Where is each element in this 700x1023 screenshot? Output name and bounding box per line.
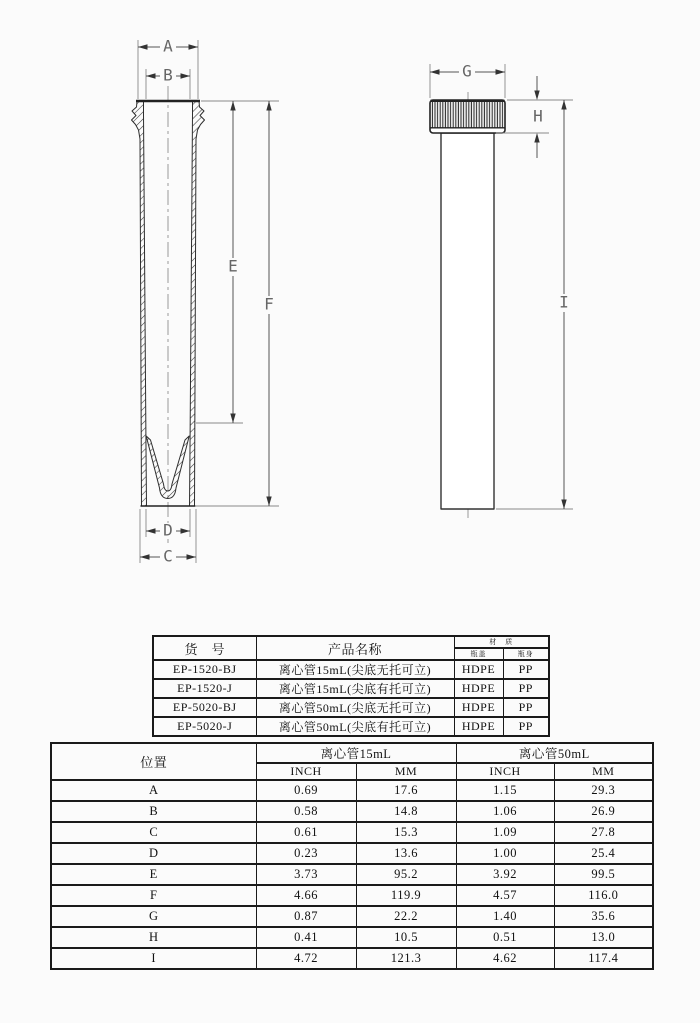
col-header-code: 货 号 — [153, 636, 256, 660]
value-inch-50: 1.40 — [456, 906, 554, 927]
value-inch-15: 0.41 — [256, 927, 356, 948]
tube-capped-view — [430, 92, 505, 518]
value-mm-15: 10.5 — [356, 927, 456, 948]
table-row — [51, 885, 653, 906]
value-inch-15: 0.69 — [256, 780, 356, 801]
value-inch-15: 4.66 — [256, 885, 356, 906]
cap-material: HDPE — [454, 679, 503, 698]
table-row — [153, 679, 549, 698]
product-name: 离心管15mL(尖底有托可立) — [256, 679, 454, 698]
group-header-50ml: 离心管50mL — [456, 743, 653, 763]
position-label: A — [51, 780, 256, 801]
product-name: 离心管50mL(尖底有托可立) — [256, 717, 454, 736]
value-mm-15: 14.8 — [356, 801, 456, 822]
table-row — [51, 780, 653, 801]
value-inch-15: 4.72 — [256, 948, 356, 969]
dim-label-d: D — [163, 520, 173, 540]
dimension-table — [50, 742, 654, 970]
value-mm-50: 13.0 — [554, 927, 653, 948]
col-header-position: 位置 — [51, 743, 256, 780]
position-label: E — [51, 864, 256, 885]
body-material: PP — [503, 717, 549, 736]
table-row — [153, 717, 549, 736]
position-label: I — [51, 948, 256, 969]
cap-material: HDPE — [454, 698, 503, 717]
position-label: G — [51, 906, 256, 927]
value-mm-15: 22.2 — [356, 906, 456, 927]
dim-label-f: F — [264, 294, 274, 314]
col-header-body: 瓶身 — [503, 648, 549, 660]
value-inch-15: 3.73 — [256, 864, 356, 885]
table-row — [51, 906, 653, 927]
position-label: B — [51, 801, 256, 822]
tube-right-wall-section — [190, 101, 205, 506]
value-inch-50: 1.09 — [456, 822, 554, 843]
value-inch-50: 1.00 — [456, 843, 554, 864]
value-inch-15: 0.87 — [256, 906, 356, 927]
tube-body — [441, 133, 494, 509]
value-mm-15: 119.9 — [356, 885, 456, 906]
value-inch-15: 0.23 — [256, 843, 356, 864]
unit-header-inch-15: INCH — [256, 763, 356, 780]
position-label: D — [51, 843, 256, 864]
value-inch-15: 0.61 — [256, 822, 356, 843]
col-header-material: 材 质 — [454, 636, 549, 648]
position-label: F — [51, 885, 256, 906]
product-name: 离心管50mL(尖底无托可立) — [256, 698, 454, 717]
value-inch-50: 4.62 — [456, 948, 554, 969]
table-row — [51, 822, 653, 843]
product-code: EP-1520-BJ — [153, 660, 256, 679]
dim-label-h: H — [533, 106, 543, 126]
table-row — [51, 843, 653, 864]
value-mm-50: 116.0 — [554, 885, 653, 906]
table-row — [51, 948, 653, 969]
value-mm-15: 15.3 — [356, 822, 456, 843]
dim-label-i: I — [559, 292, 569, 312]
table-row — [153, 660, 549, 679]
value-inch-15: 0.58 — [256, 801, 356, 822]
value-mm-50: 117.4 — [554, 948, 653, 969]
product-table-header-row — [153, 636, 549, 648]
group-header-15ml: 离心管15mL — [256, 743, 456, 763]
dim-label-c: C — [163, 546, 173, 566]
unit-header-inch-50: INCH — [456, 763, 554, 780]
value-inch-50: 0.51 — [456, 927, 554, 948]
table-row — [153, 698, 549, 717]
value-mm-15: 13.6 — [356, 843, 456, 864]
value-mm-15: 121.3 — [356, 948, 456, 969]
value-inch-50: 4.57 — [456, 885, 554, 906]
unit-header-mm-15: MM — [356, 763, 456, 780]
body-material: PP — [503, 698, 549, 717]
value-mm-50: 35.6 — [554, 906, 653, 927]
dim-label-b: B — [163, 65, 173, 85]
cap-material: HDPE — [454, 660, 503, 679]
value-mm-50: 25.4 — [554, 843, 653, 864]
unit-header-mm-50: MM — [554, 763, 653, 780]
tube-left-wall-section — [132, 101, 147, 506]
product-table — [152, 635, 550, 737]
value-mm-50: 29.3 — [554, 780, 653, 801]
value-mm-50: 99.5 — [554, 864, 653, 885]
col-header-cap: 瓶盖 — [454, 648, 503, 660]
body-material: PP — [503, 679, 549, 698]
value-inch-50: 3.92 — [456, 864, 554, 885]
position-label: H — [51, 927, 256, 948]
product-code: EP-5020-BJ — [153, 698, 256, 717]
table-row — [51, 801, 653, 822]
tube-conical-side-view — [132, 86, 205, 546]
dim-label-a: A — [163, 36, 173, 56]
table-row — [51, 927, 653, 948]
product-name: 离心管15mL(尖底无托可立) — [256, 660, 454, 679]
value-mm-50: 27.8 — [554, 822, 653, 843]
body-material: PP — [503, 660, 549, 679]
dimension-table-group-row — [51, 743, 653, 763]
value-inch-50: 1.06 — [456, 801, 554, 822]
position-label: C — [51, 822, 256, 843]
cap-material: HDPE — [454, 717, 503, 736]
table-row — [51, 864, 653, 885]
col-header-name: 产品名称 — [256, 636, 454, 660]
dim-label-g: G — [462, 61, 472, 81]
value-mm-15: 95.2 — [356, 864, 456, 885]
value-mm-50: 26.9 — [554, 801, 653, 822]
dim-label-e: E — [228, 256, 238, 276]
value-inch-50: 1.15 — [456, 780, 554, 801]
value-mm-15: 17.6 — [356, 780, 456, 801]
product-code: EP-1520-J — [153, 679, 256, 698]
cap-ribs — [432, 102, 504, 128]
product-code: EP-5020-J — [153, 717, 256, 736]
